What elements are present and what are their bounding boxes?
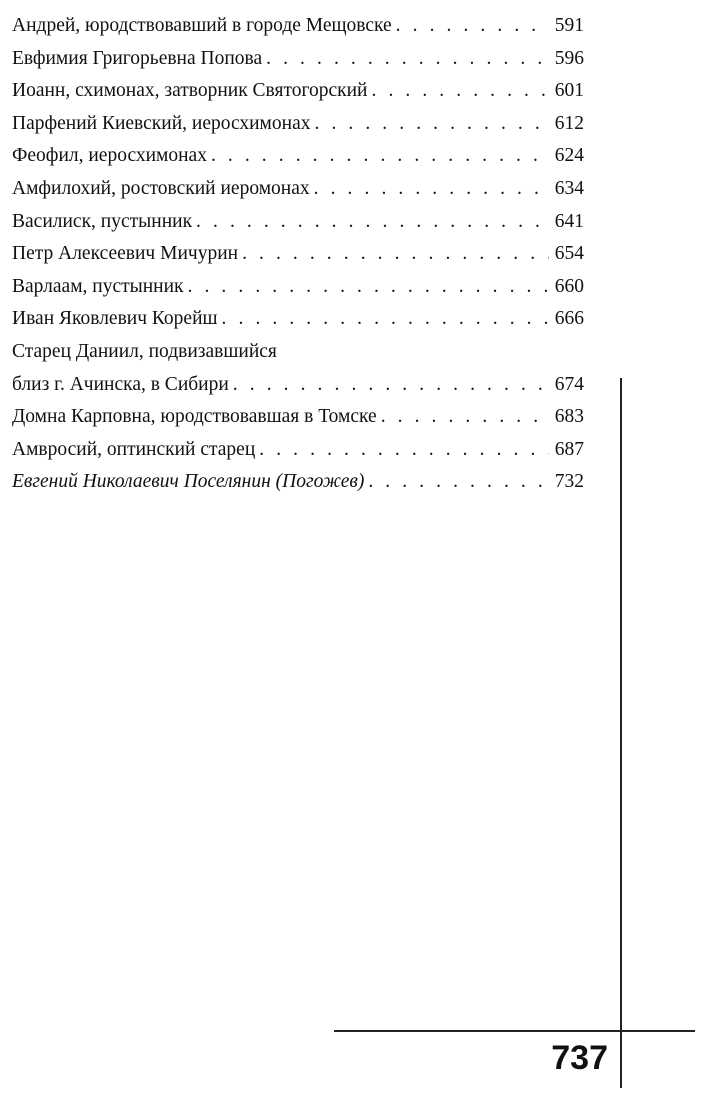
toc-entry[interactable] <box>12 108 584 141</box>
dot-leader <box>196 206 549 239</box>
toc-entry[interactable] <box>12 336 584 401</box>
toc-entry-page: 674 <box>554 373 584 395</box>
toc-entry-page: 732 <box>554 471 584 493</box>
toc-entry[interactable] <box>12 434 584 467</box>
toc-entry-title: Андрей, юродствовавший в городе Мещовске <box>12 15 392 36</box>
dot-leader <box>315 108 549 141</box>
toc-entry[interactable] <box>12 303 584 336</box>
toc-entry[interactable] <box>12 140 584 173</box>
dot-leader <box>372 75 549 108</box>
toc-entry-title-line2: близ г. Ачинска, в Сибири <box>12 373 229 395</box>
toc-entry-title: Феофил, иеросхимонах <box>12 145 207 167</box>
toc-entry[interactable] <box>12 173 584 206</box>
toc-entry-title: Домна Карповна, юродствовавшая в Томске <box>12 406 377 428</box>
toc-entry-page: 641 <box>554 210 584 232</box>
toc-entry-page: 654 <box>554 243 584 265</box>
dot-leader <box>211 140 549 173</box>
toc-entry[interactable] <box>12 238 584 271</box>
dot-leader <box>381 401 549 434</box>
toc-entry[interactable] <box>12 75 584 108</box>
toc-entry-title: Амфилохий, ростовский иеромонах <box>12 177 310 199</box>
dot-leader <box>233 369 549 402</box>
toc-entry-page: 666 <box>554 308 584 330</box>
toc-entry-page: 596 <box>554 47 584 69</box>
toc-entry-title: Евфимия Григорьевна Попова <box>12 47 263 69</box>
toc-entry-title: Иоанн, схимонах, затворник Святогорский <box>12 80 368 102</box>
table-of-contents <box>12 10 584 499</box>
toc-entry[interactable] <box>12 206 584 239</box>
toc-entry-title: Евгений Николаевич Поселянин (Погожев) <box>12 471 365 493</box>
toc-entry-page: 660 <box>554 275 584 297</box>
toc-entry-page: 687 <box>554 438 584 460</box>
toc-entry[interactable] <box>12 466 584 499</box>
toc-entry-title: Петр Алексеевич Мичурин <box>12 243 239 265</box>
toc-entry-title: Иван Яковлевич Корейш <box>12 308 218 330</box>
toc-entry[interactable] <box>12 10 584 43</box>
dot-leader <box>314 173 549 206</box>
toc-entry-page: 591 <box>554 15 584 36</box>
toc-entry-page: 634 <box>554 177 584 199</box>
dot-leader <box>222 303 549 336</box>
vertical-rule <box>620 378 622 1088</box>
dot-leader <box>396 10 549 43</box>
dot-leader <box>188 271 549 304</box>
horizontal-rule <box>334 1030 695 1032</box>
toc-entry-page: 612 <box>554 112 584 134</box>
toc-entry[interactable] <box>12 271 584 304</box>
toc-entry-page: 683 <box>554 406 584 428</box>
dot-leader <box>368 466 548 499</box>
toc-entry-title: Парфений Киевский, иеросхимонах <box>12 112 311 134</box>
toc-entry-page: 624 <box>554 145 584 167</box>
page-number: 737 <box>551 1039 608 1077</box>
toc-entry-title: Амвросий, оптинский старец <box>12 438 256 460</box>
toc-entry-page: 601 <box>554 80 584 102</box>
dot-leader <box>259 434 548 467</box>
toc-entry-title: Василиск, пустынник <box>12 210 193 232</box>
toc-entry[interactable] <box>12 43 584 76</box>
toc-entry[interactable] <box>12 401 584 434</box>
toc-entry-title: Варлаам, пустынник <box>12 275 184 297</box>
dot-leader <box>242 238 549 271</box>
dot-leader <box>266 43 549 76</box>
toc-entry-title-line1: Старец Даниил, подвизавшийся <box>12 340 277 362</box>
